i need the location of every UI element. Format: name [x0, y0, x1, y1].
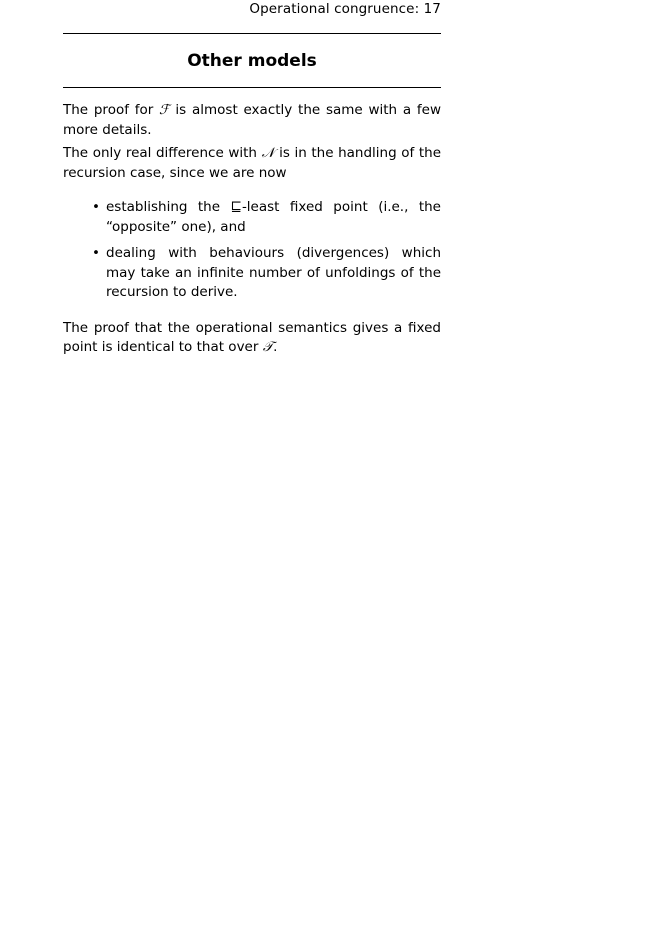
bullet-list	[63, 198, 441, 303]
math-symbol-F: ℱ	[159, 102, 170, 118]
math-symbol-N: 𝒩	[261, 145, 275, 161]
list-item	[92, 244, 441, 303]
bullet-icon: •	[92, 245, 100, 261]
paragraph-fixed-point	[63, 319, 441, 358]
bottom-rule	[63, 87, 441, 88]
text-segment: is in the handling of the recursion case, since we are now	[63, 145, 441, 181]
bullet-icon: •	[92, 199, 100, 215]
text-segment: establishing the	[106, 199, 231, 215]
text-segment: dealing with behaviours (divergences) which may take an infinite number of unfoldings of the recursion to derive.	[106, 245, 441, 300]
top-rule	[63, 33, 441, 34]
section-title: Other models	[187, 51, 317, 71]
list-item	[92, 198, 441, 237]
math-symbol-refinement: ⊑	[230, 199, 242, 215]
text-segment: -least fixed point (i.e., the “opposite” one), and	[106, 199, 441, 235]
text-segment: The only real difference with	[63, 145, 262, 161]
math-symbol-T: 𝒯	[262, 339, 274, 355]
text-segment: .	[273, 339, 278, 355]
slide-body	[63, 101, 441, 358]
text-segment: The proof that the operational semantics gives a fixed point is identical to that over	[63, 319, 441, 355]
text-segment: is almost exactly the same with a few more details.	[63, 102, 442, 138]
paragraph-divergence-model	[63, 144, 441, 183]
running-header: Operational congruence: 17	[249, 1, 441, 17]
text-segment: The proof for	[63, 102, 160, 118]
paragraph-failures-model	[63, 101, 441, 140]
